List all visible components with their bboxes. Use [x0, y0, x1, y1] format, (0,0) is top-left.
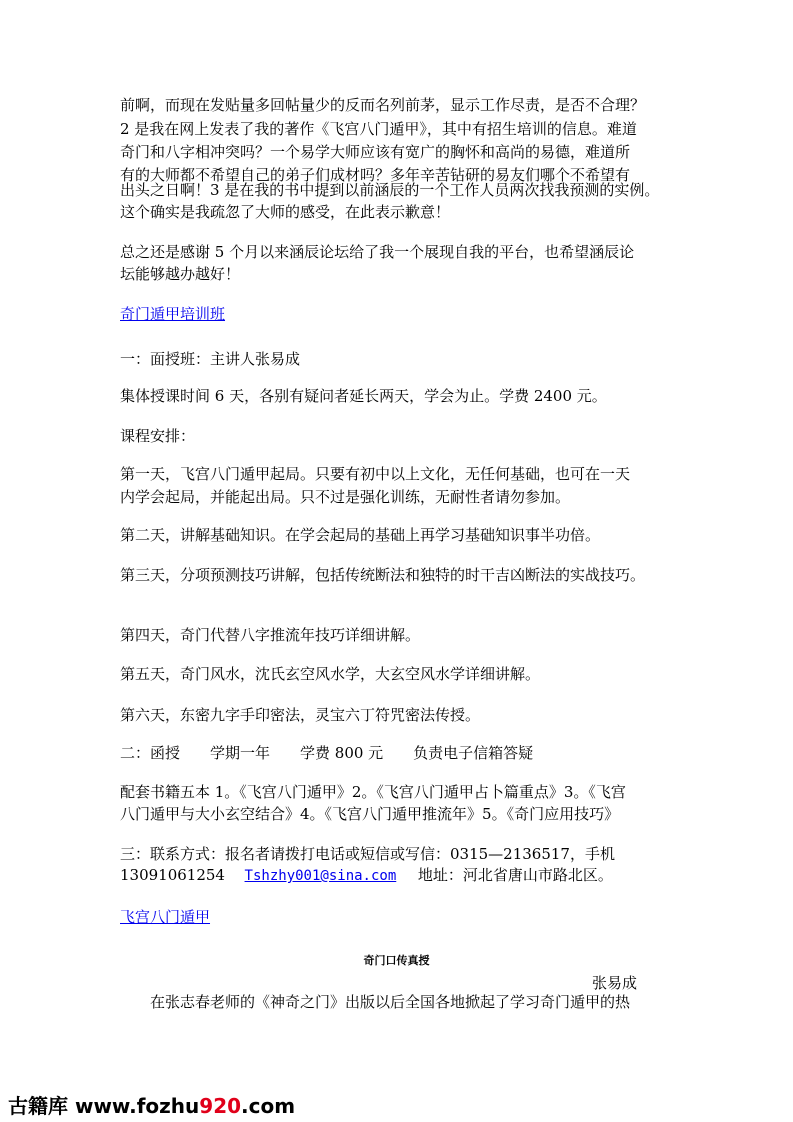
day-2-text: 第二天，讲解基础知识。在学会起局的基础上再学习基础知识事半功倍。 [120, 526, 601, 544]
contact-phone: 13091061254 [120, 866, 225, 884]
contact-details [120, 866, 613, 886]
contact-text: 三：联系方式：报名者请拨打电话或短信或写信：0315—2136517，手机 [120, 845, 615, 863]
site-watermark [8, 1090, 295, 1119]
day-3-text: 第三天，分项预测技巧讲解，包括传统断法和独特的时干吉凶断法的实战技巧。 [120, 566, 646, 584]
text-line: 奇门和八字相冲突吗？一个易学大师应该有宽广的胸怀和高尚的易德，难道所 [120, 143, 631, 161]
books-text: 八门遁甲与大小玄空结合》4。《飞宫八门遁甲推流年》5。《奇门应用技巧》 [120, 805, 620, 823]
article-author: 张易成 [592, 974, 638, 992]
text-line: 坛能够越办越好！ [120, 265, 241, 283]
text-line: 前啊，而现在发贴量多回帖量少的反而名列前茅，显示工作尽责，是否不合理？ [120, 96, 646, 114]
day-1-text: 第一天，飞宫八门遁甲起局。只要有初中以上文化，无任何基础，也可在一天 [120, 465, 631, 483]
day-6-text: 第六天，东密九字手印密法，灵宝六丁符咒密法传授。 [120, 706, 481, 724]
watermark-text: 古籍库 www.fozhu [8, 1094, 200, 1118]
text-line: 这个确实是我疏忽了大师的感受，在此表示歉意！ [120, 203, 451, 221]
section-2-text: 二：函授 学期一年 学费 800 元 负责电子信箱答疑 [120, 744, 534, 762]
day-5-text: 第五天，奇门风水，沈氏玄空风水学，大玄空风水学详细讲解。 [120, 665, 541, 683]
books-text: 配套书籍五本 1。《飞宫八门遁甲》2。《飞宫八门遁甲占卜篇重点》3。《飞宫 [120, 783, 626, 801]
text-line: 出头之日啊！3 是在我的书中提到以前涵辰的一个工作人员两次找我预测的实例。 [120, 181, 660, 199]
article-title: 奇门口传真授 [363, 954, 430, 967]
contact-email-link[interactable]: Tshzhy001@sina.com [244, 868, 397, 884]
schedule-label: 课程安排： [120, 427, 196, 445]
watermark-number: 920 [199, 1094, 242, 1118]
class-time-text: 集体授课时间 6 天，各别有疑问者延长两天，学会为止。学费 2400 元。 [120, 387, 607, 405]
text-line: 有的大师都不希望自己的弟子们成材吗？多年辛苦钻研的易友们哪个不希望有 [120, 166, 631, 184]
section-1-title: 一：面授班：主讲人张易成 [120, 350, 301, 368]
text-line: 总之还是感谢 5 个月以来涵辰论坛给了我一个展现自我的平台，也希望涵辰论 [120, 243, 635, 261]
flying-palace-link[interactable]: 飞宫八门遁甲 [120, 908, 211, 926]
day-1-text: 内学会起局，并能起出局。只不过是强化训练，无耐性者请勿参加。 [120, 488, 571, 506]
text-line: 2 是我在网上发表了我的著作《飞宫八门遁甲》，其中有招生培训的信息。难道 [120, 120, 637, 138]
day-4-text: 第四天，奇门代替八字推流年技巧详细讲解。 [120, 626, 421, 644]
contact-address: 地址：河北省唐山市路北区。 [417, 866, 613, 884]
article-first-line: 在张志春老师的《神奇之门》出版以后全国各地掀起了学习奇门遁甲的热 [150, 993, 631, 1011]
watermark-suffix: .com [241, 1094, 296, 1118]
training-class-link[interactable]: 奇门遁甲培训班 [120, 305, 226, 323]
